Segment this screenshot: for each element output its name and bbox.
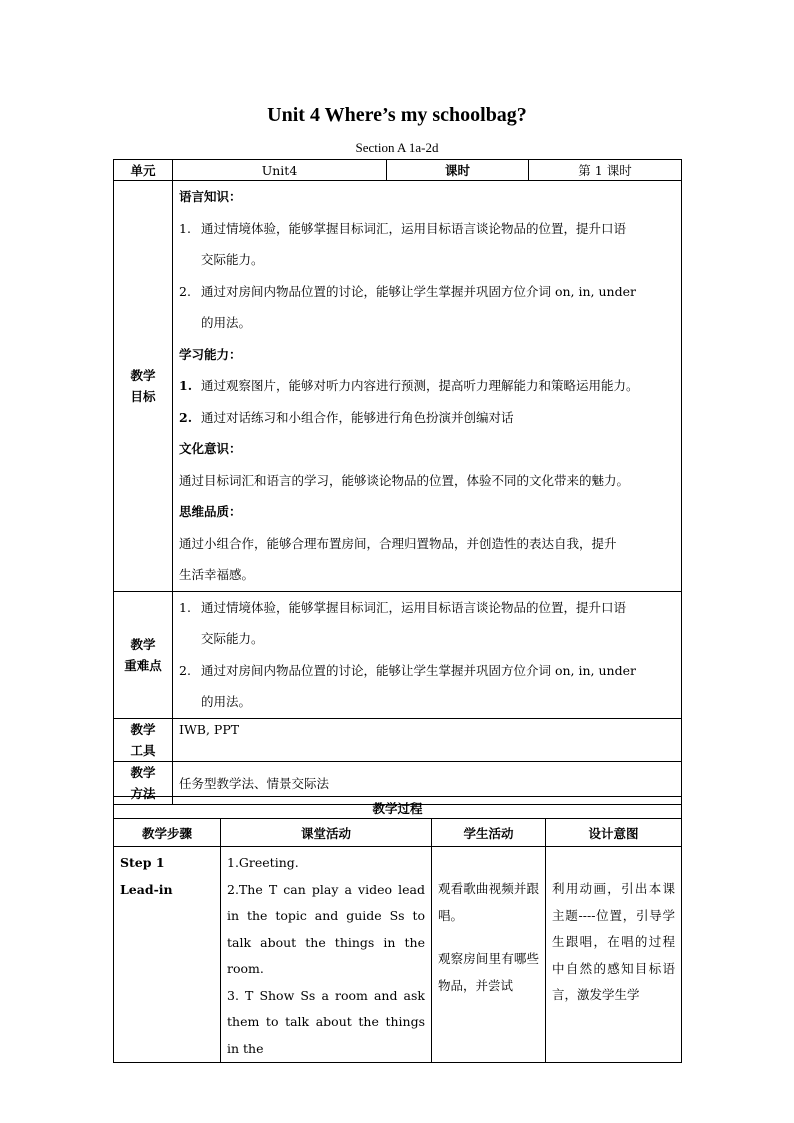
ability-item: 1. 通过观察图片，能够对听力内容进行预测，提高听力理解能力和策略运用能力。 [179,378,639,393]
process-heading: 教学过程 [114,797,682,819]
tools-label: 教学 工具 [114,718,173,761]
period-value: 第 1 课时 [529,160,682,181]
document-subtitle: Section A 1a-2d [355,140,439,155]
process-heading-row [114,797,682,819]
lang-item: 1. 通过情境体验，能够掌握目标词汇，运用目标语言谈论物品的位置，提升口语 [179,220,627,236]
lesson-plan-table [113,159,682,805]
design-purpose: 利用动画，引出本课主题----位置，引导学生跟唱，在唱的过程中自然的感知目标语言，激发学生学 [546,847,682,1063]
column-header: 设计意图 [546,819,682,847]
key-point-item: 1. 通过情境体验，能够掌握目标词汇，运用目标语言谈论物品的位置，提升口语 [179,599,627,615]
objectives-label: 教学 目标 [114,181,173,592]
student-activities: 观看歌曲视频并跟唱。 观察房间里有哪些物品，并尝试 [432,847,546,1063]
column-header: 课堂活动 [221,819,432,847]
column-header: 学生活动 [432,819,546,847]
objectives-content: 语言知识： 1. 通过情境体验，能够掌握目标词汇，运用目标语言谈论物品的位置，提升口语 交际能力。 2. 通过对房间内物品位置的讨论，能够让学生掌握并巩固方位介词 on, in, under 的用法。 学习能力： 1. 通过观察图片，能够对听力内容进行预测，提高听力理解能力和策略运用能力。 2. 通过对话练习和小组合作，能够进行角色扮演并创编对话 文化意识： 通过目标词汇和语言的学习，能够谈论物品的位置，体验不同的文化带来的魅力。 思维品质： 通过小组合作，能够合理布置房间，合理归置物品，并创造性的表达自我，提升 生活幸福感。 [173,181,682,592]
lang-heading: 语言知识： [179,189,242,204]
process-columns-row [114,819,682,847]
unit-label: 单元 [114,160,173,181]
key-point-item: 2. 通过对房间内物品位置的讨论，能够让学生掌握并巩固方位介词 on, in, under [179,662,636,678]
document-title: Unit 4 Where’s my schoolbag? [267,104,527,126]
tools-content: IWB, PPT [173,718,682,761]
period-label: 课时 [387,160,529,181]
step-name: Step 1 Lead-in [114,847,221,1063]
culture-text: 通过目标词汇和语言的学习，能够谈论物品的位置，体验不同的文化带来的魅力。 [179,472,630,488]
thinking-text: 通过小组合作，能够合理布置房间，合理归置物品，并创造性的表达自我，提升 [179,535,617,551]
ability-item: 2. 通过对话练习和小组合作，能够进行角色扮演并创编对话 [179,409,514,425]
key-points-content: 1. 通过情境体验，能够掌握目标词汇，运用目标语言谈论物品的位置，提升口语 交际能力。 2. 通过对房间内物品位置的讨论，能够让学生掌握并巩固方位介词 on, in, under 的用法。 [173,591,682,718]
key-points-label: 教学 重难点 [114,591,173,718]
unit-value: Unit4 [173,160,387,181]
methods-content: 任务型教学法、情景交际法 [173,761,682,804]
key-points-row [114,591,682,718]
tools-row [114,718,682,761]
lang-item: 2. 通过对房间内物品位置的讨论，能够让学生掌握并巩固方位介词 on, in, under [179,283,636,299]
class-activities: 1.Greeting. 2.The T can play a video lead in the topic and guide Ss to talk about the things in the room. 3. T Show Ss a room and ask them to talk about the things in the [221,847,432,1063]
column-header: 教学步骤 [114,819,221,847]
methods-label: 教学 方法 [114,761,173,804]
culture-heading: 文化意识： [179,441,242,456]
objectives-row [114,181,682,592]
thinking-heading: 思维品质： [179,504,242,519]
ability-heading: 学习能力： [179,346,242,362]
unit-row [114,160,682,181]
process-table [113,796,682,1063]
step-row [114,847,682,1063]
